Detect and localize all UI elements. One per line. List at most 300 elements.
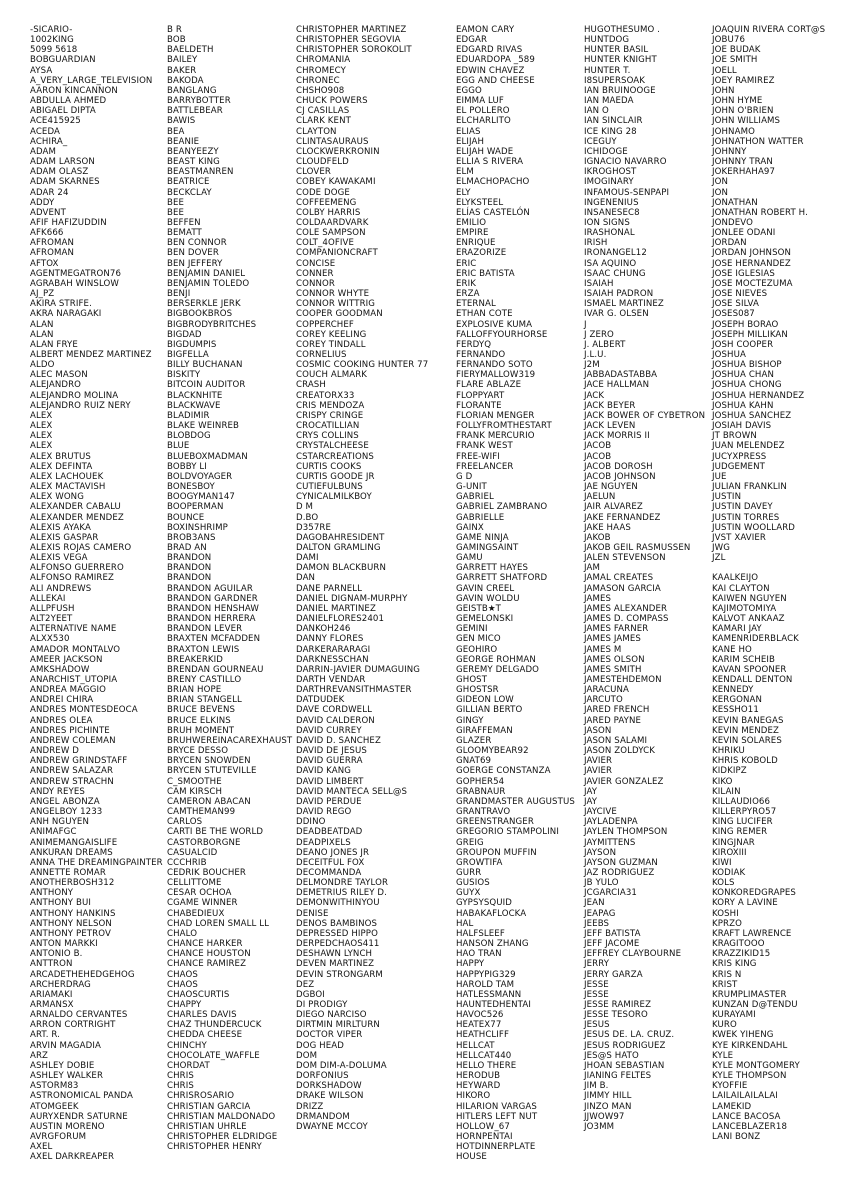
- credit-name: BRAXTEN MCFADDEN: [167, 634, 261, 645]
- credit-name: JOHNATHON WATTER: [712, 136, 804, 147]
- credit-name: CHRISTIAN UHRLE: [167, 1121, 247, 1132]
- credit-name: AFROMAN: [30, 248, 74, 259]
- credit-name: GAVIN CREEL: [456, 583, 515, 594]
- credit-name: ADVENT: [30, 207, 66, 218]
- credit-name: BOXINSHRIMP: [167, 522, 228, 533]
- credit-name: INSANESEC8: [584, 207, 640, 218]
- credit-name: KORY A LAVINE: [712, 898, 778, 909]
- credit-name: HELLCAT440: [456, 1050, 512, 1061]
- credit-name: JWG: [712, 542, 730, 553]
- credit-name: DAVID DE JESUS: [296, 746, 367, 757]
- credit-name: ISAAC CHUNG: [584, 268, 646, 279]
- credit-name: LAMEKID: [712, 1101, 752, 1112]
- credit-name: JAVIER GONZALEZ: [584, 776, 664, 787]
- credit-name: BRANDON AGUILAR: [167, 583, 253, 594]
- credit-name: JAYSON GUZMAN: [584, 857, 658, 868]
- credit-name: KEVIN BANEGAS: [712, 715, 784, 726]
- credit-name: DANNY FLORES: [296, 634, 364, 645]
- credit-name: BRANDON LEVER: [167, 624, 243, 635]
- credit-name: GARRETT SHATFORD: [456, 573, 548, 584]
- credit-name: BAILEY: [167, 55, 198, 66]
- credit-name: JOSEPH BORAO: [712, 319, 779, 330]
- credit-name: ABDULLA AHMED: [30, 96, 107, 107]
- credit-name: JOSHUA CHAN: [712, 370, 774, 381]
- credit-name: BOLDVOYAGER: [167, 471, 233, 482]
- credit-name: ELMACHOPACHO: [456, 177, 530, 188]
- credit-name: FRANK MERCURIO: [456, 431, 535, 442]
- credit-name: LANCEBLAZER18: [712, 1121, 788, 1132]
- credit-name: ANDRES MONTESDEOCA: [30, 705, 138, 716]
- credit-name: AFTOX: [30, 258, 59, 269]
- credit-name: BRAXTON LEWIS: [167, 644, 240, 655]
- credit-name: CHSHO908: [296, 85, 345, 96]
- credit-name: COMPANIONCRAFT: [296, 248, 378, 259]
- credit-name: CURTIS COOKS: [296, 461, 362, 472]
- credit-name: ARZ: [30, 1050, 49, 1061]
- credit-name: BRAD AN: [167, 542, 207, 553]
- credit-name: JESSE TESORO: [584, 1010, 648, 1021]
- credit-name: ANDY REYES: [30, 786, 85, 797]
- credit-name: DOG HEAD: [296, 1040, 344, 1051]
- credit-name: JO3MM: [584, 1121, 615, 1132]
- credit-name: JONDEVO: [712, 217, 753, 228]
- credit-name: JOHN HYME: [712, 96, 763, 107]
- credit-name: D.BO: [296, 512, 319, 523]
- credit-name: JESUS DE. LA. CRUZ.: [584, 1030, 675, 1041]
- credit-name: CLINTASAURAUS: [296, 136, 369, 147]
- credit-name: ANGELBOY 1233: [30, 807, 103, 818]
- credit-name: ALEX: [30, 410, 53, 421]
- credit-name: ADAM LARSON: [30, 157, 95, 168]
- credit-name: CLAYTON: [296, 126, 337, 137]
- credit-name: KALVOT ANKAAZ: [712, 614, 785, 625]
- credit-name: BEAST KING: [167, 157, 220, 168]
- credit-name: CLOUDFELD: [296, 157, 349, 168]
- credit-name: KARIM SCHEIB: [712, 654, 775, 665]
- credit-name: KURO: [712, 1020, 737, 1031]
- credit-name: JAKE FERNANDEZ: [584, 512, 661, 523]
- credit-name: KRAZZIKID15: [712, 949, 771, 960]
- credit-name: ANKURAN DREAMS: [30, 847, 113, 858]
- credit-name: ALAN: [30, 319, 54, 330]
- credit-name: BRANDON HERRERA: [167, 614, 256, 625]
- credit-name: ALI ANDREWS: [30, 583, 92, 594]
- credit-name: KANE HO: [712, 644, 752, 655]
- credit-name: JUDGEMENT: [712, 461, 765, 472]
- credit-name: GRABNAUR: [456, 786, 506, 797]
- credit-name: BEN CONNOR: [167, 238, 227, 249]
- credit-name: HANSON ZHANG: [456, 939, 529, 950]
- credit-name: ACHIRA_: [30, 136, 68, 147]
- credit-name: JASON ZOLDYCK: [584, 746, 655, 757]
- credit-name: ASHLEY WALKER: [30, 1071, 104, 1082]
- credit-name: EDGAR: [456, 35, 488, 46]
- credit-name: ANTHONY: [30, 888, 74, 899]
- credit-name: ISAIAH PADRON: [584, 289, 654, 300]
- credit-name: GIDEON LOW: [456, 695, 514, 706]
- credit-name: CHUCK POWERS: [296, 96, 368, 107]
- credit-name: ETHAN COTE: [456, 309, 513, 320]
- credit-name: JAYCIVE: [584, 807, 617, 818]
- credit-name: JOE SMITH: [712, 55, 758, 66]
- credit-name: KEVIN SOLARES: [712, 735, 782, 746]
- credit-name: HALFSLEEF: [456, 928, 505, 939]
- credit-name: J ZERO: [584, 329, 614, 340]
- credit-name: ELIJAH WADE: [456, 146, 514, 157]
- credit-name: IRASHONAL: [584, 228, 635, 239]
- credit-name: KYLE: [712, 1050, 734, 1061]
- credit-name: DEZ: [296, 979, 315, 990]
- credit-name: JEFF JACOME: [584, 939, 640, 950]
- credit-name: GOPHER54: [456, 776, 505, 787]
- credit-name: ALEXANDER CABALU: [30, 502, 121, 513]
- credit-name: ALEX WONG: [30, 492, 84, 503]
- name-column-3: [296, 25, 446, 1132]
- credit-name: DARRIN-JAVIER DUMAGUING: [296, 664, 421, 675]
- credit-name: COREY TINDALL: [296, 339, 366, 350]
- credit-name: IAN O: [584, 106, 609, 117]
- credit-name: JOSES087: [712, 309, 755, 320]
- credit-name: JEAPAG: [584, 908, 616, 919]
- credit-name: ICEGUY: [584, 136, 617, 147]
- credit-name: CHRISROSARIO: [167, 1091, 235, 1102]
- credit-name: JOHN WILLIAMS: [712, 116, 781, 127]
- credit-name: GEMINI: [456, 624, 488, 635]
- credit-name: BAELDETH: [167, 45, 214, 56]
- credit-name: FRANK WEST: [456, 441, 513, 452]
- credit-name: FIERYMALLOW319: [456, 370, 536, 381]
- credit-name: ARCHERDRAG: [30, 979, 91, 990]
- credit-name: DARKNESSCHAN: [296, 654, 369, 665]
- credit-name: CHAPPY: [167, 1000, 202, 1010]
- credit-name: KONKOREDGRAPES: [712, 888, 796, 899]
- credit-name: JAKOB GEIL RASMUSSEN: [584, 542, 691, 553]
- credit-name: ADAM: [30, 146, 57, 157]
- credit-name: ARVIN MAGADIA: [30, 1040, 101, 1051]
- credit-name: KILLAUDIO66: [712, 796, 771, 807]
- credit-name: KYLE THOMPSON: [712, 1071, 787, 1082]
- credit-name: KINGJNAR: [712, 837, 755, 848]
- credit-name: INFAMOUS-SENPAPI: [584, 187, 670, 198]
- credit-name: JHOAN SEBASTIAN: [584, 1060, 665, 1071]
- credit-name: CHRISTOPHER SOROKOLIT: [296, 45, 412, 56]
- credit-name: ANTHONY HANKINS: [30, 908, 116, 919]
- credit-name: CHINCHY: [167, 1040, 207, 1051]
- credit-name: ELÍAS CASTELÓN: [456, 207, 530, 218]
- credit-name: CHEDDA CHEESE: [167, 1030, 243, 1041]
- credit-name: IRONANGEL12: [584, 248, 647, 259]
- credit-name: BRIAN HOPE: [167, 685, 222, 696]
- credit-name: GAME NINJA: [456, 532, 509, 543]
- credit-name: BITCOIN AUDITOR: [167, 380, 246, 391]
- credit-name: JOKERHAHA97: [712, 167, 776, 178]
- credit-name: CHORDAT: [167, 1060, 210, 1071]
- credit-name: BRYCEN STUTEVILLE: [167, 766, 257, 777]
- credit-name: DANKOH246: [296, 624, 351, 635]
- credit-name: IAN BRUINOOGE: [584, 85, 656, 96]
- credit-name: DAN: [296, 573, 316, 584]
- credit-name: GURR: [456, 867, 482, 878]
- credit-name: JOSEPH MILLIKAN: [712, 329, 788, 340]
- credit-name: HELLO THERE: [456, 1060, 517, 1071]
- credit-name: JIMMY HILL: [584, 1091, 632, 1102]
- credit-name: DAMI: [296, 553, 319, 564]
- credit-name: COLE SAMPSON: [296, 228, 366, 239]
- credit-name: ALEX BRUTUS: [30, 451, 91, 462]
- credit-name: A_VERY_LARGE_TELEVISION: [30, 75, 153, 86]
- credit-name: ARNALDO CERVANTES: [30, 1010, 128, 1021]
- credit-name: JAZ RODRIGUEZ: [584, 867, 655, 878]
- credit-name: GEISTB★T: [456, 603, 501, 614]
- credit-name: CHRISTOPHER ELDRIDGE: [167, 1132, 278, 1143]
- credit-name: ALDO: [30, 360, 55, 371]
- credit-name: JAMES OLSON: [584, 654, 645, 665]
- credit-name: KIDKIPZ: [712, 766, 747, 777]
- credit-name: JAELUN: [584, 492, 616, 503]
- credit-name: KING LUCIFER: [712, 817, 773, 828]
- credit-name: JALEN STEVENSON: [584, 553, 666, 564]
- credit-name: HERODUB: [456, 1071, 501, 1082]
- credit-name: JARED PAYNE: [584, 715, 642, 726]
- credit-name: ION SIGNS: [584, 217, 630, 228]
- credit-name: ANIMEMANGAISLIFE: [30, 837, 118, 848]
- credit-name: JESSE RAMIREZ: [584, 1000, 652, 1010]
- credit-name: KIKO: [712, 776, 733, 787]
- credit-name: GAMINGSAINT: [456, 542, 519, 553]
- credit-name: JESSE: [584, 989, 609, 1000]
- credit-name: JAM: [584, 563, 600, 574]
- credit-name: COFFEEMENG: [296, 197, 357, 208]
- credit-name: ELM: [456, 167, 474, 178]
- credit-name: DECOMMANDA: [296, 867, 362, 878]
- credit-name: HAPPY: [456, 959, 485, 970]
- credit-name: BAWIS: [167, 116, 196, 127]
- credit-name: BENJAMIN DANIEL: [167, 268, 246, 279]
- credit-name: ANDRES OLEA: [30, 715, 93, 726]
- credit-name: AXEL: [30, 1142, 53, 1153]
- credit-name: CHAOS: [167, 979, 198, 990]
- credit-name: HEATEX77: [456, 1020, 502, 1031]
- credit-name: ANH NGUYEN: [30, 817, 89, 828]
- credit-name: JEFF BATISTA: [584, 928, 641, 939]
- credit-name: CHROMANIA: [296, 55, 351, 66]
- credit-name: ALLEKAI: [30, 593, 66, 604]
- credit-name: JOHNNY: [712, 146, 747, 157]
- credit-name: DAVID LIMBERT: [296, 776, 364, 787]
- credit-name: EDUARDOPA _589: [456, 55, 535, 66]
- credit-name: LANCE BACOSA: [712, 1111, 781, 1122]
- credit-name: BLUEBOXMADMAN: [167, 451, 248, 462]
- credit-name: ALEXIS ROJAS CAMERO: [30, 542, 132, 553]
- credit-name: JACOB: [584, 451, 612, 462]
- credit-name: DI PRODIGY: [296, 1000, 348, 1010]
- credit-name: JACOB: [584, 441, 612, 452]
- credit-name: HOUSE: [456, 1152, 487, 1163]
- credit-name: AKRA NARAGAKI: [30, 309, 102, 320]
- credit-name: CHABEDIEUX: [167, 908, 225, 919]
- credit-name: DARTHREVANSITHMASTER: [296, 685, 412, 696]
- credit-name: ALEXIS VEGA: [30, 553, 88, 564]
- credit-name: JAKE HAAS: [584, 522, 631, 533]
- credit-name: JOSHUA HERNANDEZ: [712, 390, 805, 401]
- credit-name: KRIS KING: [712, 959, 757, 970]
- credit-name: COREY KEELING: [296, 329, 367, 340]
- credit-name: ERIC BATISTA: [456, 268, 515, 279]
- credit-name: DAVID MANTECA SELL@S: [296, 786, 408, 797]
- credit-name: COPPERCHEF: [296, 319, 354, 330]
- credit-name: EIMMA LUF: [456, 96, 504, 107]
- credit-name: IAN MAEDA: [584, 96, 634, 107]
- credit-name: BRANDON: [167, 563, 212, 574]
- credit-name: AFROMAN: [30, 238, 74, 249]
- credit-name: DEADBEATDAD: [296, 827, 363, 838]
- credit-name: BOBBY LI: [167, 461, 207, 472]
- credit-name: JOELL: [712, 65, 737, 76]
- credit-name: BRANDON: [167, 573, 212, 584]
- credit-name: BLUE: [167, 441, 190, 452]
- credit-name: BATTLEBEAR: [167, 106, 223, 117]
- credit-name: ADAM SKARNES: [30, 177, 100, 188]
- credit-name: BRUH MOMENT: [167, 725, 235, 736]
- credit-name: JAMES ALEXANDER: [584, 603, 668, 614]
- credit-name: CYNICALMILKBOY: [296, 492, 372, 503]
- credit-name: JOSHUA SANCHEZ: [712, 410, 792, 421]
- credit-name: CREATORX33: [296, 390, 355, 401]
- credit-name: DIRTMIN MIRLTURN: [296, 1020, 380, 1031]
- credit-name: BOOGYMAN147: [167, 492, 235, 503]
- credit-name: GAINX: [456, 522, 484, 533]
- credit-name: ACEDA: [30, 126, 61, 137]
- credit-name: DANIELFLORES2401: [296, 614, 385, 625]
- credit-name: JOSHUA CHONG: [712, 380, 782, 391]
- credit-name: HATLESSMANN: [456, 989, 522, 1000]
- credit-name: CESAR OCHOA: [167, 888, 232, 899]
- credit-name: KODIAK: [712, 867, 746, 878]
- credit-name: JINZO MAN: [584, 1101, 632, 1112]
- credit-name: FERNANDO SOTO: [456, 360, 533, 371]
- credit-name: BRYCEN SNOWDEN: [167, 756, 251, 767]
- credit-name: AGRABAH WINSLOW: [30, 278, 120, 289]
- credit-name: BIGBOOKBROS: [167, 309, 233, 320]
- credit-name: IAN SINCLAIR: [584, 116, 643, 127]
- credit-name: ALEX: [30, 431, 53, 442]
- credit-name: CROCATILLIAN: [296, 421, 360, 432]
- credit-name: GHOST: [456, 675, 488, 685]
- credit-name: JASON SALAMI: [584, 735, 648, 746]
- credit-name: AGENTMEGATRON76: [30, 268, 122, 279]
- credit-name: JORDAN: [712, 238, 747, 249]
- credit-name: JACK LEVEN: [584, 421, 636, 432]
- credit-name: LAILAILAILALAI: [712, 1091, 778, 1102]
- credit-name: EXPLOSIVE KUMA: [456, 319, 533, 330]
- credit-name: BIGBRODYBRITCHES: [167, 319, 257, 330]
- credit-name: JOHN O'BRIEN: [712, 106, 774, 117]
- credit-name: HAO TRAN: [456, 949, 502, 960]
- credit-name: ALEC MASON: [30, 370, 88, 381]
- credit-name: CAMERON ABACAN: [167, 796, 251, 807]
- credit-name: BECKCLAY: [167, 187, 212, 198]
- credit-name: DWAYNE MCCOY: [296, 1121, 368, 1132]
- credit-name: -SICARIO-: [30, 25, 73, 35]
- credit-name: LANI BONZ: [712, 1132, 761, 1143]
- credit-name: IKROGHOST: [584, 167, 637, 178]
- credit-name: JOSH COOPER: [712, 339, 774, 350]
- credit-name: CARTI BE THE WORLD: [167, 827, 264, 838]
- credit-name: BENJAMIN TOLEDO: [167, 278, 250, 289]
- credit-name: HAUNTEDHENTAI: [456, 1000, 531, 1010]
- credit-name: JONLEE ODANI: [712, 228, 776, 239]
- credit-name: G D: [456, 471, 473, 482]
- credit-name: CODE DOGE: [296, 187, 350, 198]
- credit-name: JUSTIN: [712, 492, 742, 503]
- credit-name: CONCISE: [296, 258, 336, 269]
- credit-name: BLOBDOG: [167, 431, 211, 442]
- credit-name: CHRISTIAN GARCIA: [167, 1101, 251, 1112]
- credit-name: JARACUNA: [584, 685, 630, 696]
- credit-name: JAY: [584, 796, 598, 807]
- credit-name: ADDY: [30, 197, 55, 208]
- credit-name: CHRISTIAN MALDONADO: [167, 1111, 276, 1122]
- credit-name: DOM: [296, 1050, 318, 1061]
- credit-name: BANGLANG: [167, 85, 217, 96]
- credit-name: JOSHUA KAHN: [712, 400, 774, 411]
- credit-name: BRUCE ELKINS: [167, 715, 231, 726]
- credit-name: JACK BOWER OF CYBETRON: [584, 410, 706, 421]
- credit-name: BLACKWAVE: [167, 400, 221, 411]
- credit-name: EGG AND CHEESE: [456, 75, 535, 86]
- credit-name: BEN DOVER: [167, 248, 219, 259]
- credit-name: ANDREA MAGGIO: [30, 685, 106, 696]
- credit-name: CHARLES DAVIS: [167, 1010, 237, 1021]
- credit-name: EMILIO: [456, 217, 487, 228]
- credit-name: ALLPFUSH: [30, 603, 75, 614]
- credit-name: BLACKNHITE: [167, 390, 223, 401]
- credit-name: ANDREW SALAZAR: [30, 766, 114, 777]
- credit-name: CHALO: [167, 928, 198, 939]
- credit-name: CHAZ THUNDERCUCK: [167, 1020, 262, 1031]
- credit-name: CHAOS: [167, 969, 198, 980]
- credit-name: DOM DIM-A-DOLUMA: [296, 1060, 387, 1071]
- credit-name: DENOS BAMBINOS: [296, 918, 378, 929]
- credit-name: DORKSHADOW: [296, 1081, 362, 1092]
- credit-name: CHRISTOPHER HENRY: [167, 1142, 262, 1153]
- credit-name: HOLLOW_67: [456, 1121, 510, 1132]
- credit-name: ALTERNATIVE NAME: [30, 624, 117, 635]
- credit-name: DRIZZ: [296, 1101, 324, 1112]
- credit-name: JACK MORRIS II: [584, 431, 650, 442]
- credit-name: EDWIN CHAVEZ: [456, 65, 525, 76]
- credit-name: J2M: [584, 360, 600, 371]
- credit-name: ERAZORIZE: [456, 248, 507, 259]
- credit-name: GAMU: [456, 553, 483, 564]
- credit-name: FALLOFFYOURHORSE: [456, 329, 548, 340]
- credit-name: JB YULO: [584, 878, 619, 889]
- credit-name: HUNTER BASIL: [584, 45, 649, 56]
- credit-name: GHOSTSR: [456, 685, 499, 696]
- credit-name: GLOOMYBEAR92: [456, 746, 529, 757]
- credit-name: DARTH VENDAR: [296, 675, 366, 685]
- credit-name: FREE-WIFI: [456, 451, 500, 462]
- credit-name: ALEXANDER MENDEZ: [30, 512, 124, 523]
- credit-name: KEVIN MENDEZ: [712, 725, 780, 736]
- credit-name: ANDREW D: [30, 746, 79, 757]
- credit-name: GLAZER: [456, 735, 492, 746]
- credit-name: FOLLYFROMTHESTART: [456, 421, 552, 432]
- credit-name: JAMES D. COMPASS: [584, 614, 669, 625]
- credit-name: CHANCE HARKER: [167, 939, 243, 950]
- credit-name: IRISH: [584, 238, 608, 249]
- credit-name: COLDAARDVARK: [296, 217, 369, 228]
